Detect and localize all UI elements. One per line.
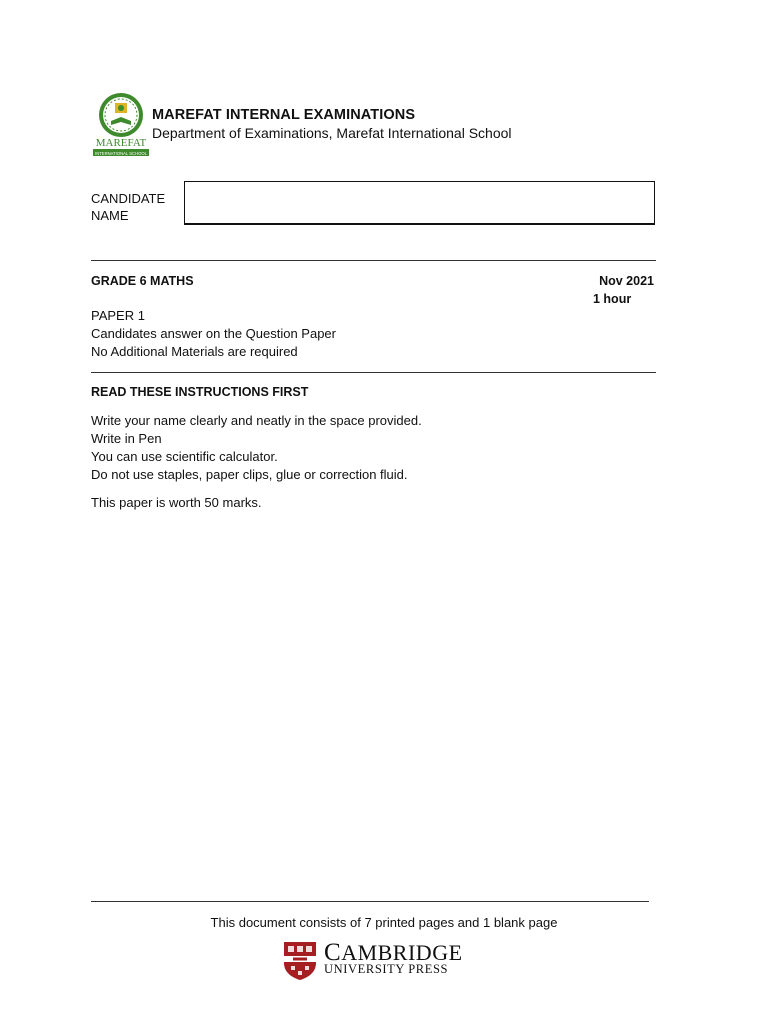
instruction-item: You can use scientific calculator. (91, 449, 278, 464)
exam-duration: 1 hour (593, 292, 632, 306)
publisher-initial: C (324, 939, 342, 966)
instructions-list (91, 412, 422, 484)
footer-divider (91, 901, 649, 902)
exam-board-title: MAREFAT INTERNAL EXAMINATIONS (152, 107, 416, 123)
school-logo (90, 91, 152, 157)
candidate-name-label (91, 190, 165, 224)
answer-note: Candidates answer on the Question Paper (91, 326, 336, 341)
logo-text: MAREFAT (95, 137, 147, 149)
divider (91, 372, 656, 373)
materials-note: No Additional Materials are required (91, 344, 298, 359)
logo-subtext: INTERNATIONAL SCHOOL (95, 150, 147, 156)
exam-date: Nov 2021 (599, 274, 654, 288)
instructions-heading: READ THESE INSTRUCTIONS FIRST (91, 385, 309, 399)
page-count-note: This document consists of 7 printed pages and 1 blank page (210, 915, 558, 930)
publisher-subname: UNIVERSITY PRESS (324, 962, 449, 976)
candidate-label-line1: CANDIDATE (91, 191, 166, 206)
subject-title: GRADE 6 MATHS (91, 274, 194, 288)
publisher-name-rest: AMBRIDGE (341, 940, 463, 965)
exam-board-subtitle: Department of Examinations, Marefat International School (152, 125, 512, 141)
instruction-item: Write in Pen (91, 431, 162, 446)
instruction-item: Write your name clearly and neatly in the space provided. (91, 413, 422, 428)
divider (91, 260, 656, 261)
cambridge-shield-icon (283, 941, 317, 981)
candidate-label-line2: NAME (91, 208, 129, 223)
paper-number: PAPER 1 (91, 308, 145, 323)
candidate-name-field[interactable] (184, 181, 655, 225)
paper-info (91, 307, 336, 361)
instruction-item: Do not use staples, paper clips, glue or correction fluid. (91, 467, 408, 482)
marks-note: This paper is worth 50 marks. (91, 495, 262, 510)
